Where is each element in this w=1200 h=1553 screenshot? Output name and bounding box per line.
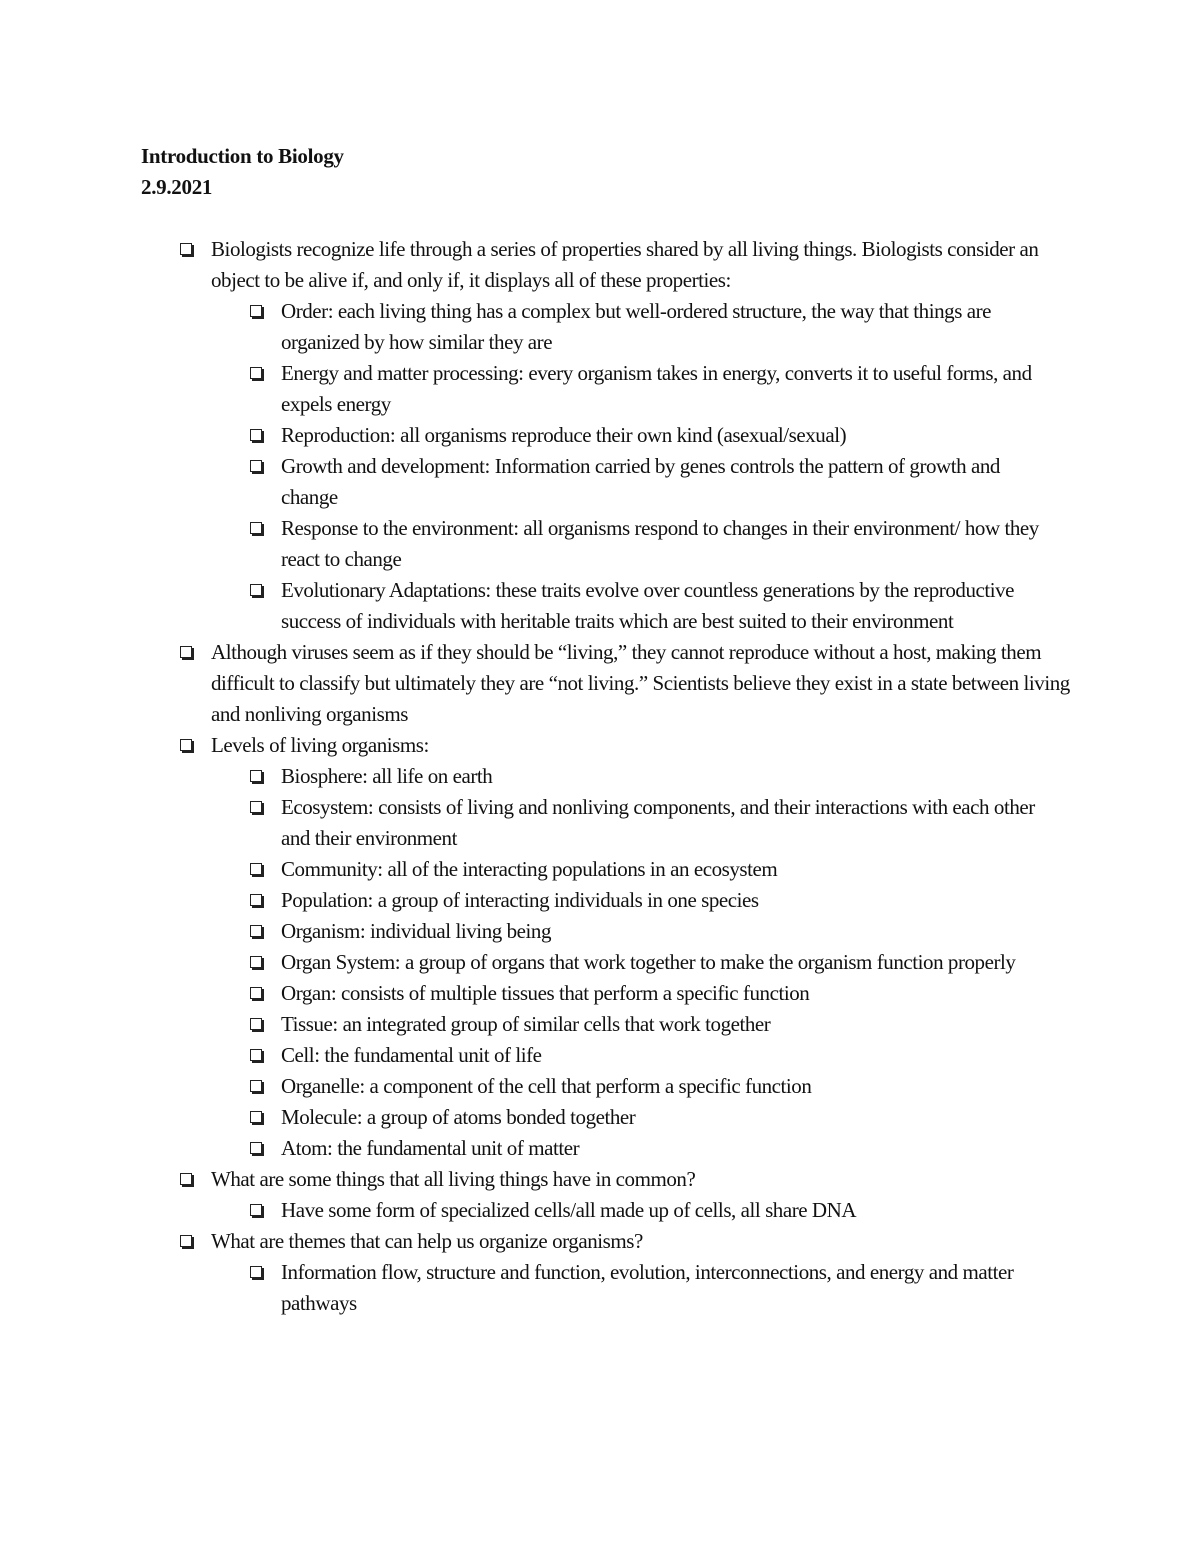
list-item-text: Although viruses seem as if they should be “living,” they cannot reproduce without a host, making them difficult to classify but ultimately they are “not living.” Scientists believe they exist in a state between living and nonliving organisms xyxy=(211,640,1070,726)
checkbox-bullet-icon xyxy=(250,460,262,472)
document-date: 2.9.2021 xyxy=(141,175,213,199)
list-item-text: Growth and development: Information carried by genes controls the pattern of growth and change xyxy=(281,454,1000,509)
list-item-text: Have some form of specialized cells/all made up of cells, all share DNA xyxy=(281,1198,857,1222)
checkbox-bullet-icon xyxy=(250,894,262,906)
list-item-text: Levels of living organisms: xyxy=(211,733,429,757)
list-item xyxy=(281,513,1056,575)
checkbox-bullet-icon xyxy=(250,987,262,999)
list-item-text: Response to the environment: all organisms respond to changes in their environment/ how they react to change xyxy=(281,516,1039,571)
checkbox-bullet-icon xyxy=(250,956,262,968)
list-item xyxy=(211,1226,1071,1257)
list-item xyxy=(281,1009,1056,1040)
list-item-text: Cell: the fundamental unit of life xyxy=(281,1043,542,1067)
list-item xyxy=(281,575,1056,637)
list-item-text: Atom: the fundamental unit of matter xyxy=(281,1136,580,1160)
checkbox-bullet-icon xyxy=(250,584,262,596)
list-item xyxy=(211,234,1071,296)
notes-list xyxy=(0,234,1200,1319)
list-item xyxy=(281,1071,1056,1102)
list-item xyxy=(281,1133,1056,1164)
checkbox-bullet-icon xyxy=(250,1080,262,1092)
list-item-text: Biologists recognize life through a series of properties shared by all living things. Biologists consider an object to be alive if, and only if, it displays all of these properties: xyxy=(211,237,1039,292)
list-item-text: Evolutionary Adaptations: these traits evolve over countless generations by the reproductive success of individuals with heritable traits which are best suited to their environment xyxy=(281,578,1015,633)
list-item xyxy=(281,792,1056,854)
list-item-text: Order: each living thing has a complex but well-ordered structure, the way that things are organized by how similar they are xyxy=(281,299,992,354)
checkbox-bullet-icon xyxy=(250,863,262,875)
checkbox-bullet-icon xyxy=(250,770,262,782)
checkbox-bullet-icon xyxy=(250,1049,262,1061)
checkbox-bullet-icon xyxy=(180,243,192,255)
list-item xyxy=(281,854,1056,885)
list-item xyxy=(281,1257,1056,1319)
checkbox-bullet-icon xyxy=(250,429,262,441)
list-item-text: What are some things that all living things have in common? xyxy=(211,1167,696,1191)
checkbox-bullet-icon xyxy=(250,305,262,317)
list-item-text: Information flow, structure and function, evolution, interconnections, and energy and matter pathways xyxy=(281,1260,1014,1315)
checkbox-bullet-icon xyxy=(250,925,262,937)
list-item xyxy=(211,1164,1071,1195)
list-item-text: Organ System: a group of organs that work together to make the organism function properly xyxy=(281,950,1016,974)
list-item-text: Energy and matter processing: every organism takes in energy, converts it to useful forms, and expels energy xyxy=(281,361,1032,416)
list-item xyxy=(211,637,1071,730)
list-item xyxy=(281,1040,1056,1071)
list-item-text: Ecosystem: consists of living and nonliving components, and their interactions with each other and their environment xyxy=(281,795,1035,850)
list-item xyxy=(281,1195,1056,1226)
list-item xyxy=(281,916,1056,947)
checkbox-bullet-icon xyxy=(180,1173,192,1185)
checkbox-bullet-icon xyxy=(250,522,262,534)
list-item xyxy=(211,730,1071,761)
list-item-text: Organ: consists of multiple tissues that perform a specific function xyxy=(281,981,810,1005)
checkbox-bullet-icon xyxy=(250,367,262,379)
list-item-text: Organism: individual living being xyxy=(281,919,551,943)
list-item-text: Tissue: an integrated group of similar cells that work together xyxy=(281,1012,771,1036)
checkbox-bullet-icon xyxy=(250,801,262,813)
list-item-text: Biosphere: all life on earth xyxy=(281,764,493,788)
list-item xyxy=(281,358,1056,420)
checkbox-bullet-icon xyxy=(180,1235,192,1247)
list-item xyxy=(281,451,1056,513)
checkbox-bullet-icon xyxy=(250,1142,262,1154)
list-item-text: Molecule: a group of atoms bonded together xyxy=(281,1105,636,1129)
list-item xyxy=(281,296,1056,358)
list-item xyxy=(281,761,1056,792)
checkbox-bullet-icon xyxy=(180,739,192,751)
document-title: Introduction to Biology xyxy=(141,144,344,168)
checkbox-bullet-icon xyxy=(250,1204,262,1216)
list-item xyxy=(281,885,1056,916)
list-item-text: What are themes that can help us organize organisms? xyxy=(211,1229,643,1253)
checkbox-bullet-icon xyxy=(180,646,192,658)
checkbox-bullet-icon xyxy=(250,1111,262,1123)
list-item xyxy=(281,1102,1056,1133)
checkbox-bullet-icon xyxy=(250,1266,262,1278)
checkbox-bullet-icon xyxy=(250,1018,262,1030)
list-item xyxy=(281,978,1056,1009)
list-item-text: Reproduction: all organisms reproduce their own kind (asexual/sexual) xyxy=(281,423,847,447)
list-item xyxy=(281,947,1056,978)
list-item xyxy=(281,420,1056,451)
list-item-text: Population: a group of interacting individuals in one species xyxy=(281,888,759,912)
list-item-text: Community: all of the interacting populations in an ecosystem xyxy=(281,857,778,881)
list-item-text: Organelle: a component of the cell that perform a specific function xyxy=(281,1074,812,1098)
